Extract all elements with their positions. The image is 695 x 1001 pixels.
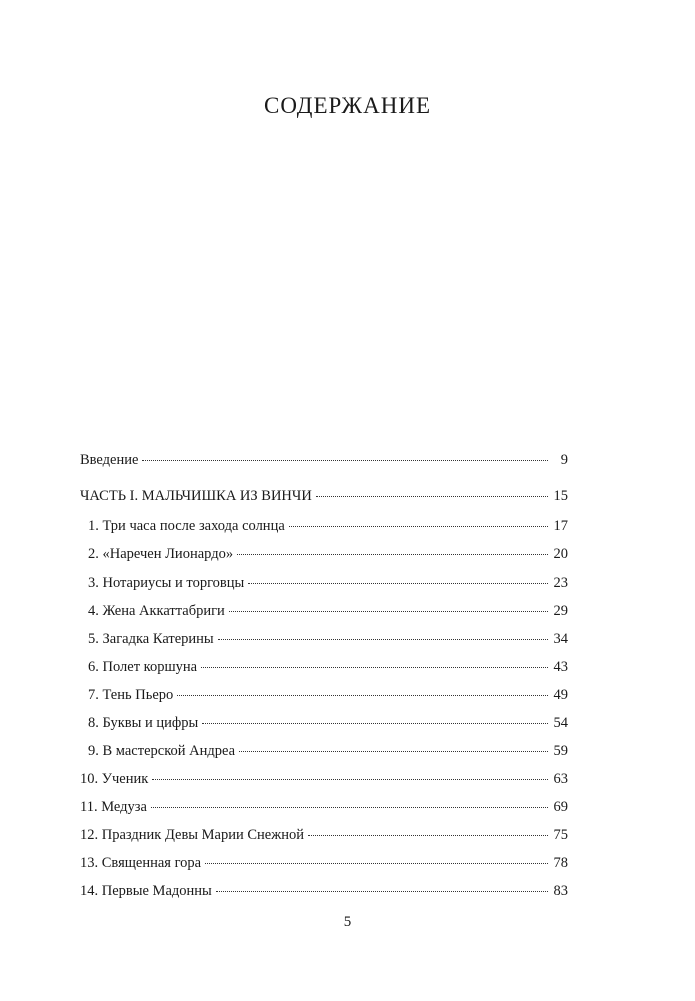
toc-entry-chapter[interactable] — [80, 826, 568, 844]
dot-leader — [237, 554, 548, 555]
dot-leader — [216, 891, 548, 892]
toc-entry-label: ЧАСТЬ I. МАЛЬЧИШКА ИЗ ВИНЧИ — [80, 488, 312, 504]
page-number: 5 — [343, 914, 352, 930]
toc-entry-page: 59 — [553, 743, 568, 759]
dot-leader — [151, 807, 548, 808]
dot-leader — [316, 496, 548, 497]
toc-entry-label: 9. В мастерской Андреа — [88, 743, 236, 759]
toc-entry-page: 75 — [553, 827, 568, 843]
dot-leader — [202, 723, 548, 724]
dot-leader — [229, 611, 548, 612]
toc-entry-page: 15 — [553, 488, 568, 504]
toc-entry-label: 4. Жена Аккаттабриги — [88, 603, 225, 619]
toc-entry-chapter[interactable] — [88, 630, 568, 648]
toc-entry-chapter[interactable] — [88, 574, 568, 592]
toc-entry-page: 43 — [553, 659, 568, 675]
toc-entry-label: 11. Медуза — [80, 799, 147, 815]
toc-entry-chapter[interactable] — [88, 686, 568, 704]
toc-entry-chapter[interactable] — [88, 714, 568, 732]
toc-entry-label: 14. Первые Мадонны — [80, 883, 212, 899]
toc-entry-chapter[interactable] — [80, 770, 568, 788]
toc-entry-page: 34 — [553, 631, 568, 647]
toc-entry-page: 20 — [553, 546, 568, 562]
toc-entry-page: 78 — [553, 855, 568, 871]
dot-leader — [177, 695, 548, 696]
toc-entry-label: 2. «Наречен Лионардо» — [88, 546, 234, 562]
dot-leader — [201, 667, 548, 668]
toc-entry-page: 83 — [553, 883, 568, 899]
toc-entry-label: 6. Полет коршуна — [88, 659, 198, 675]
toc-entry-chapter[interactable] — [88, 517, 568, 535]
toc-entry-page: 23 — [553, 575, 568, 591]
page-title: СОДЕРЖАНИЕ — [263, 93, 431, 118]
toc-entry-intro[interactable] — [80, 451, 568, 469]
toc-entry-chapter[interactable] — [80, 798, 568, 816]
dot-leader — [218, 639, 548, 640]
toc-entry-chapter[interactable] — [80, 854, 568, 872]
toc-entry-page: 29 — [553, 603, 568, 619]
toc-entry-chapter[interactable] — [80, 882, 568, 900]
toc-entry-label: 8. Буквы и цифры — [88, 715, 199, 731]
toc-entry-chapter[interactable] — [88, 602, 568, 620]
toc-entry-page: 63 — [553, 771, 568, 787]
toc-entry-page: 17 — [553, 518, 568, 534]
dot-leader — [239, 751, 548, 752]
toc-entry-label: 13. Священная гора — [80, 855, 202, 871]
toc-entry-label: 5. Загадка Катерины — [88, 631, 214, 647]
toc-entry-page: 54 — [553, 715, 568, 731]
toc-entry-label: 7. Тень Пьеро — [88, 687, 174, 703]
toc-entry-chapter[interactable] — [88, 658, 568, 676]
toc-entry-label: 10. Ученик — [80, 771, 149, 787]
toc-entry-label: 3. Нотариусы и торговцы — [88, 575, 245, 591]
toc-entry-label: 1. Три часа после захода солнца — [88, 518, 285, 534]
toc-entry-page: 9 — [560, 452, 568, 468]
dot-leader — [142, 460, 548, 461]
dot-leader — [308, 835, 548, 836]
dot-leader — [152, 779, 548, 780]
toc-entry-page: 49 — [553, 687, 568, 703]
dot-leader — [289, 526, 548, 527]
toc-entry-part[interactable] — [80, 487, 568, 505]
toc-entry-label: Введение — [80, 452, 139, 468]
toc-entry-chapter[interactable] — [88, 742, 568, 760]
dot-leader — [205, 863, 548, 864]
toc-entry-label: 12. Праздник Девы Марии Снежной — [80, 827, 305, 843]
toc-entry-chapter[interactable] — [88, 545, 568, 563]
dot-leader — [248, 583, 548, 584]
toc-entry-page: 69 — [553, 799, 568, 815]
